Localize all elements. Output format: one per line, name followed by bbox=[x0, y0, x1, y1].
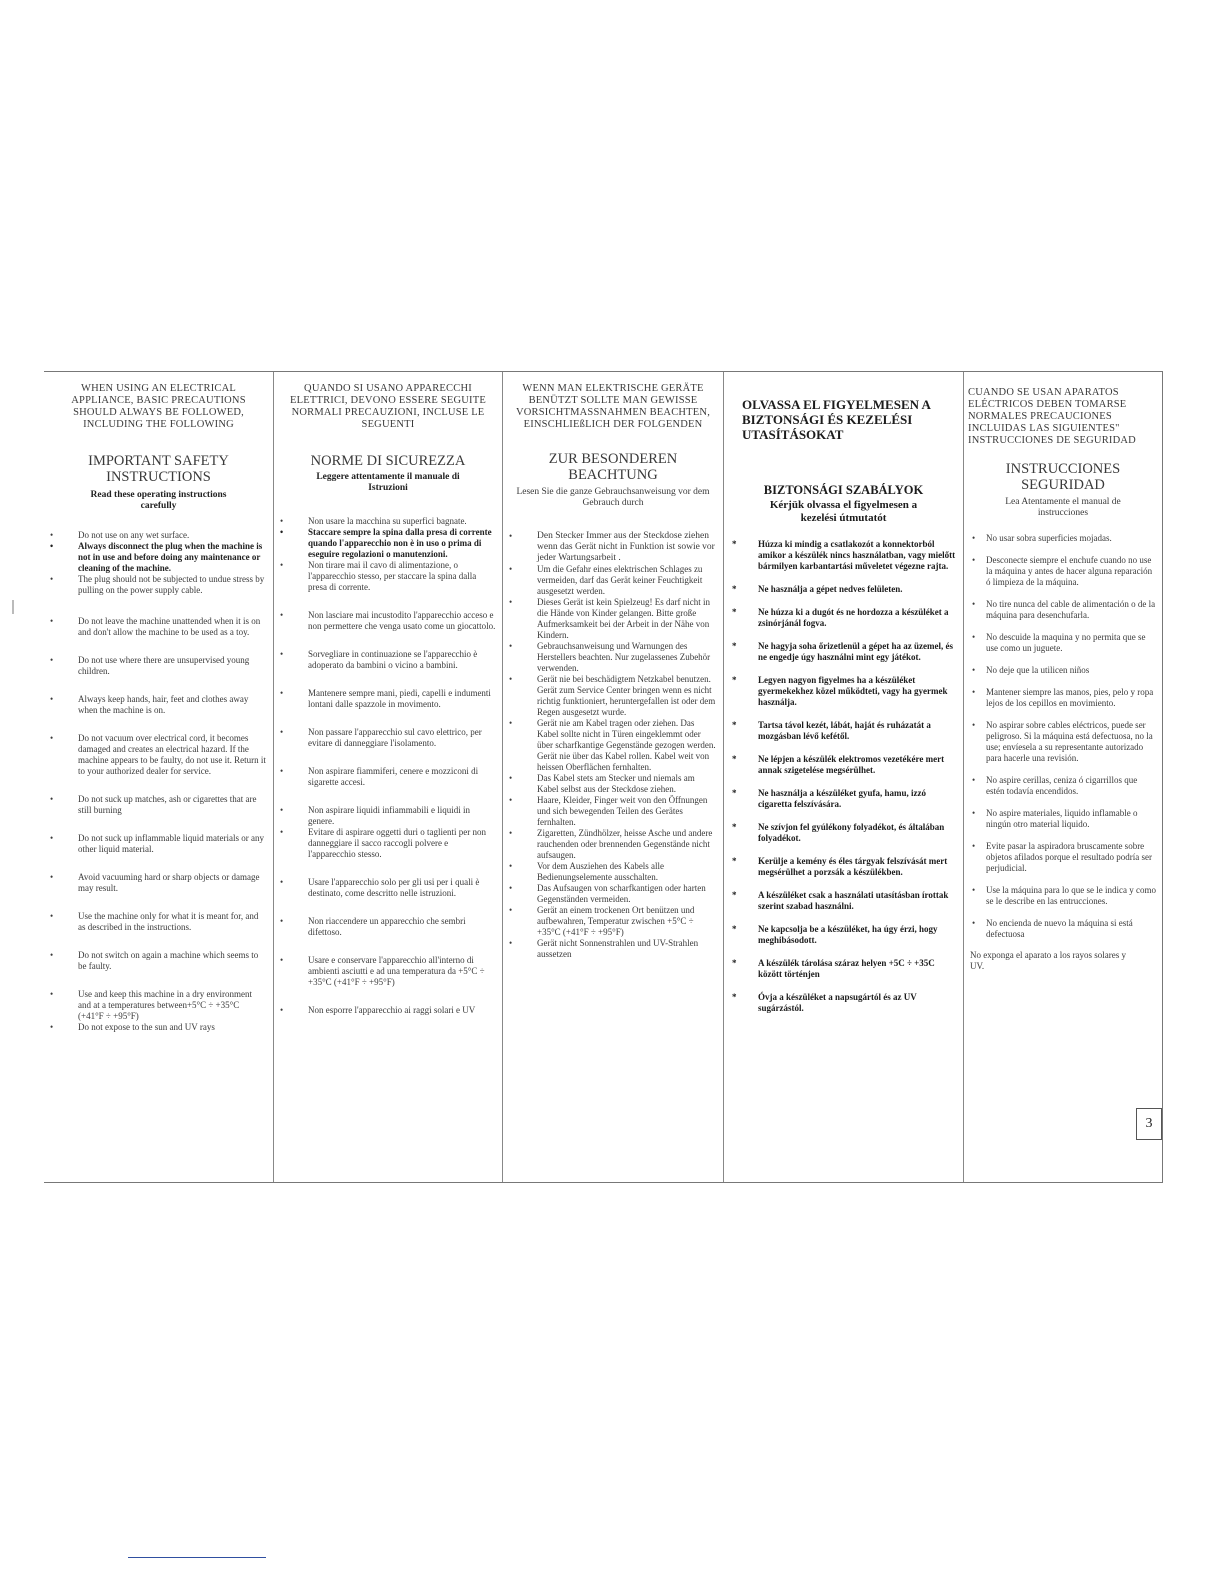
title-italian: NORME DI SICUREZZA bbox=[310, 453, 466, 469]
list-item: * Ne használja a gépet nedves felületen. bbox=[724, 584, 963, 595]
list-item: • Dieses Gerät ist kein Spielzeug! Es darf nicht in die Hände von Kinder gelangen. Bitte große Aufmerksamkeit bei der Arbeit in der Nähe von Kindern. bbox=[503, 597, 723, 641]
list-item: • Gerät nie bei beschädigtem Netzkabel benutzen. Gerät zum Service Center bringen wenn es nicht richtig funktioniert, heruntergefallen ist oder dem Regen ausgesetzt wurde. bbox=[503, 674, 723, 718]
list-item: • Gerät nicht Sonnenstrahlen und UV-Strahlen aussetzen bbox=[503, 938, 723, 960]
list-item: • No aspirar sobre cables eléctricos, puede ser peligroso. Si la máquina está defectuosa, no la use; envíesela a su representante autorizado para hacerle una revisión. bbox=[964, 720, 1162, 764]
list-item: * A készüléket csak a használati utasításban írottak szerint szabad használni. bbox=[724, 890, 963, 912]
list-item: • Non aspirare liquidi infiammabili e liquidi in genere. bbox=[274, 805, 502, 827]
list-item: • Always keep hands, hair, feet and clothes away when the machine is on. bbox=[44, 694, 273, 716]
list-item: • No aspire materiales, liquido inflamable o ningún otro material liquido. bbox=[964, 808, 1162, 830]
header-german: WENN MAN ELEKTRISCHE GERÄTE BENÜTZT SOLLTE MAN GEWISSE VORSICHTMASSNAHMEN BEACHTEN, EINSCHLIEßLICH DER FOLGENDEN bbox=[515, 383, 711, 430]
column-german bbox=[502, 372, 723, 1182]
column-english bbox=[44, 372, 273, 1182]
list-item: • Mantenere sempre mani, piedi, capelli e indumenti lontani dalle spazzole in movimento. bbox=[274, 688, 502, 710]
list-item: • Non aspirare fiammiferi, cenere e mozziconi di sigarette accesi. bbox=[274, 766, 502, 788]
list-item: • Do not switch on again a machine which seems to be faulty. bbox=[44, 950, 273, 972]
list-item: • Gerät nie am Kabel tragen oder ziehen. Das Kabel sollte nicht in Türen eingeklemmt oder über scharfkantige Gegenstände gezogen werden. Gerät nie über das Kabel rollen. Kabel weit von heissen Oberflächen fernhalten. bbox=[503, 718, 723, 773]
list-item: • Non lasciare mai incustodito l'apparecchio acceso e non permettere che venga usato come un giocattolo. bbox=[274, 610, 502, 632]
list-item: • Sorvegliare in continuazione se l'apparecchio è adoperato da bambini o vicino a bambini. bbox=[274, 649, 502, 671]
list-item: * Ne szívjon fel gyúlékony folyadékot, és általában folyadékot. bbox=[724, 822, 963, 844]
header-english: WHEN USING AN ELECTRICAL APPLIANCE, BASIC PRECAUTIONS SHOULD ALWAYS BE FOLLOWED, INCLUDING THE FOLLOWING bbox=[71, 383, 246, 430]
list-item: • No encienda de nuevo la máquina si está defectuosa bbox=[964, 918, 1162, 940]
subtitle-german: Lesen Sie die ganze Gebrauchsanweisung vor dem Gebrauch durch bbox=[516, 487, 710, 508]
list-item: • Avoid vacuuming hard or sharp objects or damage may result. bbox=[44, 872, 273, 894]
list-item: • Gebrauchsanweisung und Warnungen des Herstellers beachten. Nur zugelassenes Zubehör verwenden. bbox=[503, 641, 723, 674]
list-item: • Evitare di aspirare oggetti duri o taglienti per non danneggiare il sacco raccogli polvere e l'apparecchio stesso. bbox=[274, 827, 502, 860]
list-item: • The plug should not be subjected to undue stress by pulling on the power supply cable. bbox=[44, 574, 273, 596]
title-spanish: INSTRUCCIONES SEGURIDAD bbox=[1005, 461, 1121, 493]
list-item: • No tire nunca del cable de alimentación o de la máquina para desenchufarla. bbox=[964, 599, 1162, 621]
footnote-rule bbox=[128, 1557, 266, 1558]
list-item: • Do not expose to the sun and UV rays bbox=[44, 1022, 273, 1033]
spanish-trailing-note: No exponga el aparato a los rayos solares y UV. bbox=[970, 950, 1126, 971]
list-item: • Non passare l'apparecchio sul cavo elettrico, per evitare di danneggiare l'isolamento. bbox=[274, 727, 502, 749]
subtitle-italian: Leggere attentamente il manuale di Istruzioni bbox=[316, 472, 460, 493]
subtitle-english: Read these operating instructions carefully bbox=[90, 490, 227, 511]
list-item: • Do not use where there are unsupervised young children. bbox=[44, 655, 273, 677]
list-english bbox=[44, 530, 273, 1033]
list-item: * Óvja a készüléket a napsugártól és az UV sugárzástól. bbox=[724, 992, 963, 1014]
title-hungarian: BIZTONSÁGI SZABÁLYOK bbox=[763, 483, 924, 497]
list-item: • Do not suck up matches, ash or cigarettes that are still burning bbox=[44, 794, 273, 816]
list-item: • Vor dem Ausziehen des Kabels alle Bedienungselemente ausschalten. bbox=[503, 861, 723, 883]
list-item: • Staccare sempre la spina dalla presa di corrente quando l'apparecchio non è in uso o prima di eseguire regolazioni o manutenzioni. bbox=[274, 527, 502, 560]
list-item: • Usare e conservare l'apparecchio all'interno di ambienti asciutti e ad una temperatura da +5°C ÷ +35°C (+41°F ÷ +95°F) bbox=[274, 955, 502, 988]
list-item: • Mantener siempre las manos, pies, pelo y ropa lejos de los cepillos en movimiento. bbox=[964, 687, 1162, 709]
list-item: • Zigaretten, Zündhölzer, heisse Asche und andere rauchenden oder brennenden Gegenstände nicht aufsaugen. bbox=[503, 828, 723, 861]
list-item: • Gerät an einem trockenen Ort benützen und aufbewahren, Temperatur zwischen +5°C ÷ +35°C (+41°F ÷ +95°F) bbox=[503, 905, 723, 938]
header-italian: QUANDO SI USANO APPARECCHI ELETTRICI, DEVONO ESSERE SEGUITE NORMALI PRECAUZIONI, INCLUSE LE SEGUENTI bbox=[290, 383, 486, 430]
scan-mark bbox=[12, 600, 14, 614]
list-item: * A készülék tárolása száraz helyen +5C ÷ +35C között történjen bbox=[724, 958, 963, 980]
list-item: • Use and keep this machine in a dry environment and at a temperatures between+5°C ÷ +35°C (+41°F ÷ +95°F) bbox=[44, 989, 273, 1022]
list-item: * Ne lépjen a készülék elektromos vezetékére mert annak szigetelése megsérülhet. bbox=[724, 754, 963, 776]
list-item: * Legyen nagyon figyelmes ha a készüléket gyermekekhez közel működteti, vagy ha gyermek használja. bbox=[724, 675, 963, 708]
title-english: IMPORTANT SAFETY INSTRUCTIONS bbox=[88, 453, 229, 485]
list-item: • Do not use on any wet surface. bbox=[44, 530, 273, 541]
list-item: • Das Kabel stets am Stecker und niemals am Kabel selbst aus der Steckdose ziehen. bbox=[503, 773, 723, 795]
list-item: • Usare l'apparecchio solo per gli usi per i quali è destinato, come descritto nelle istruzioni. bbox=[274, 877, 502, 899]
list-item: • No descuide la maquina y no permita que se use como un juguete. bbox=[964, 632, 1162, 654]
safety-sheet bbox=[44, 371, 1163, 1183]
list-item: • Use la máquina para lo que se le indica y como se le describe en las entrucciones. bbox=[964, 885, 1162, 907]
header-hungarian: OLVASSA EL FIGYELMESEN A BIZTONSÁGI ÉS KEZELÉSI UTASÍTÁSOKAT bbox=[742, 397, 931, 442]
list-item: • Non esporre l'apparecchio ai raggi solari e UV bbox=[274, 1005, 502, 1016]
list-item: * Ne hagyja soha őrizetlenül a gépet ha az üzemel, és ne engedje úgy használni mint egy játékot. bbox=[724, 641, 963, 663]
list-item: • Den Stecker Immer aus der Steckdose ziehen wenn das Gerät nicht in Funktion ist sowie vor jeder Wartungsarbeit . bbox=[503, 531, 723, 564]
list-hungarian bbox=[724, 539, 963, 1014]
list-german bbox=[503, 531, 723, 960]
subtitle-hungarian: Kérjük olvassa el figyelmesen a kezelési útmutatót bbox=[769, 499, 918, 524]
header-spanish: CUANDO SE USAN APARATOS ELÉCTRICOS DEBEN TOMARSE NORMALES PRECAUCIONES INCLUIDAS LAS SIGUIENTES" INSTRUCCIONES DE SEGURIDAD bbox=[968, 387, 1136, 446]
list-item: • Use the machine only for what it is meant for, and as described in the instructions. bbox=[44, 911, 273, 933]
list-item: * Húzza ki mindig a csatlakozót a konnektorból amikor a készülék nincs használatban, vagy mielőtt bármilyen karbantartási műveletet végezne rajta. bbox=[724, 539, 963, 572]
list-item: • Das Aufsaugen von scharfkantigen oder harten Gegenständen vermeiden. bbox=[503, 883, 723, 905]
list-item: • Always disconnect the plug when the machine is not in use and before doing any maintenance or cleaning of the machine. bbox=[44, 541, 273, 574]
list-item: • Non tirare mai il cavo di alimentazione, o l'apparecchio stesso, per staccare la spina dalla presa di corrente. bbox=[274, 560, 502, 593]
list-item: • No aspire cerillas, ceniza ó cigarrillos que estén todavía encendidos. bbox=[964, 775, 1162, 797]
list-item: • No deje que la utilicen niños bbox=[964, 665, 1162, 676]
column-hungarian bbox=[723, 372, 963, 1182]
list-item: • Do not leave the machine unattended when it is on and don't allow the machine to be used as a toy. bbox=[44, 616, 273, 638]
list-italian bbox=[274, 516, 502, 1016]
list-item: * Kerülje a kemény és éles tárgyak felszívását mert megsérülhet a porzsák a készülékben. bbox=[724, 856, 963, 878]
list-item: • Non usare la macchina su superfici bagnate. bbox=[274, 516, 502, 527]
list-item: * Tartsa távol kezét, lábát, haját és ruházatát a mozgásban lévő kefétől. bbox=[724, 720, 963, 742]
list-item: * Ne kapcsolja be a készüléket, ha úgy érzi, hogy meghibásodott. bbox=[724, 924, 963, 946]
title-german: ZUR BESONDEREN BEACHTUNG bbox=[548, 451, 678, 483]
column-spanish bbox=[963, 372, 1162, 1182]
list-item: • Do not suck up inflammable liquid materials or any other liquid material. bbox=[44, 833, 273, 855]
column-italian bbox=[273, 372, 502, 1182]
list-item: • Desconecte siempre el enchufe cuando no use la máquina y antes de hacer alguna reparación ó limpieza de la máquina. bbox=[964, 555, 1162, 588]
list-item: * Ne használja a készüléket gyufa, hamu, izzó cigaretta felszívására. bbox=[724, 788, 963, 810]
subtitle-spanish: Lea Atentamente el manual de instrucciones bbox=[1005, 497, 1121, 518]
list-item: • Do not vacuum over electrical cord, it becomes damaged and creates an electrical hazard. If the machine appears to be faulty, do not use it. Return it to your authorized dealer for service. bbox=[44, 733, 273, 777]
list-item: • Evite pasar la aspiradora bruscamente sobre objetos afilados porque el resultado podría ser perjudicial. bbox=[964, 841, 1162, 874]
list-item: • No usar sobra superficies mojadas. bbox=[964, 533, 1162, 544]
list-item: • Haare, Kleider, Finger weit von den Öffnungen und sich bewegenden Teilen des Gerätes fernhalten. bbox=[503, 795, 723, 828]
list-spanish bbox=[964, 533, 1162, 940]
list-item: * Ne húzza ki a dugót és ne hordozza a készüléket a zsinórjánál fogva. bbox=[724, 607, 963, 629]
page-number: 3 bbox=[1136, 1108, 1162, 1140]
list-item: • Um die Gefahr eines elektrischen Schlages zu vermeiden, darf das Gerät keiner Feuchtigkeit ausgesetzt werden. bbox=[503, 564, 723, 597]
list-item: • Non riaccendere un apparecchio che sembri difettoso. bbox=[274, 916, 502, 938]
